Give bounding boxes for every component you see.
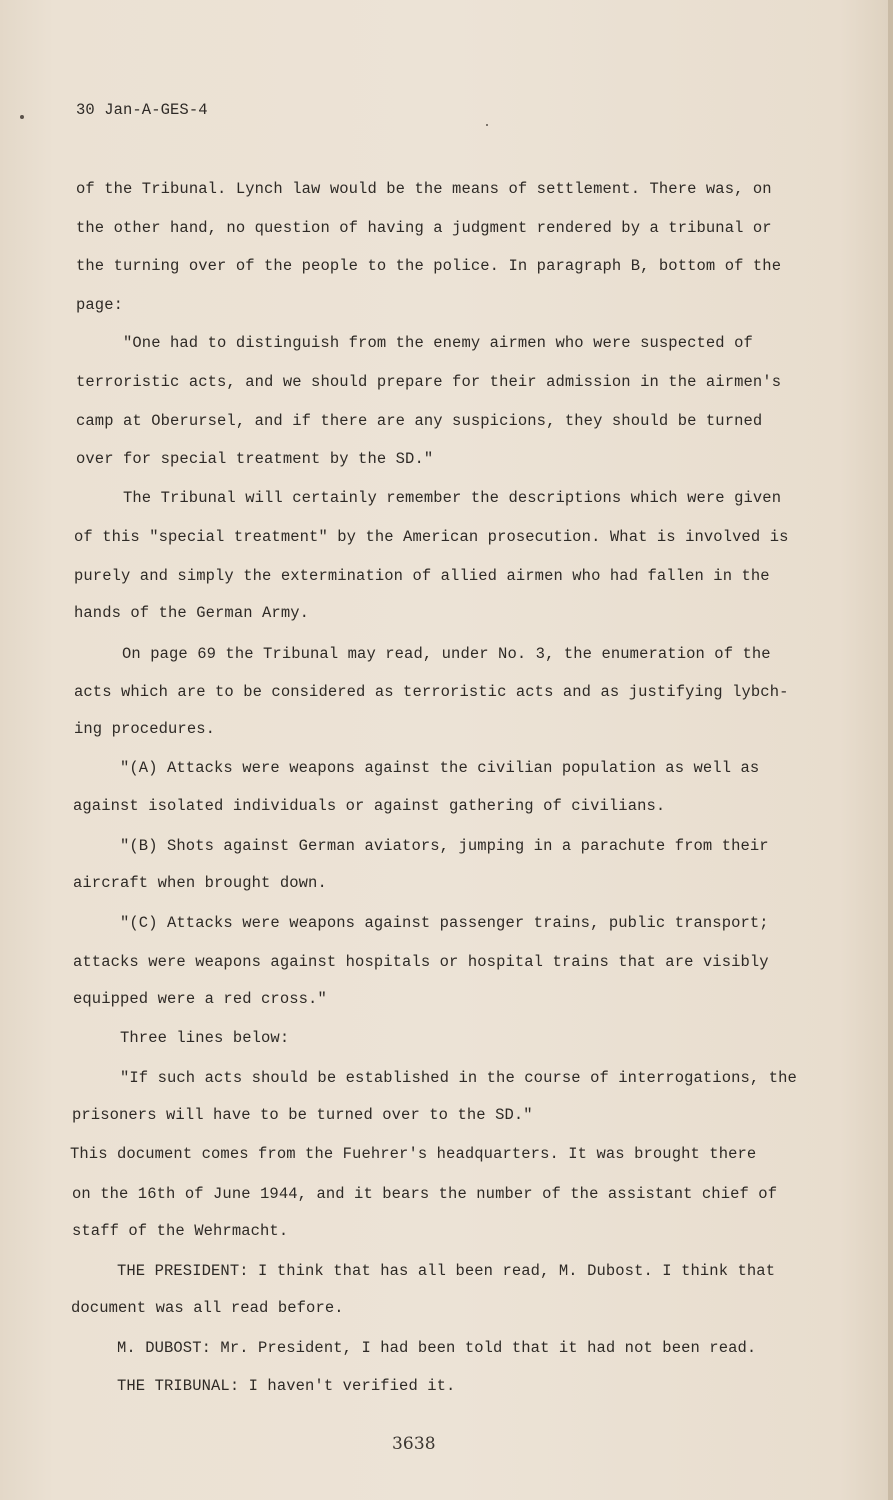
text-line: over for special treatment by the SD." — [76, 450, 434, 468]
text-line: on the 16th of June 1944, and it bears the number of the assistant chief of — [72, 1185, 778, 1203]
text-line: equipped were a red cross." — [73, 990, 327, 1008]
text-line: THE TRIBUNAL: I haven't verified it. — [117, 1377, 456, 1395]
text-line: "(B) Shots against German aviators, jumping in a parachute from their — [120, 837, 769, 855]
text-line: of the Tribunal. Lynch law would be the means of settlement. There was, on — [76, 180, 772, 198]
text-line: hands of the German Army. — [74, 604, 310, 622]
page-number: 3638 — [392, 1434, 436, 1454]
text-line: ing procedures. — [74, 720, 216, 738]
text-line: document was all read before. — [71, 1299, 344, 1317]
text-line: the other hand, no question of having a judgment rendered by a tribunal or — [76, 219, 772, 237]
document-header: 30 Jan-A-GES-4 — [76, 101, 208, 119]
text-line: "(A) Attacks were weapons against the civilian population as well as — [120, 759, 760, 777]
text-line: staff of the Wehrmacht. — [72, 1222, 289, 1240]
text-line: "If such acts should be established in the course of interrogations, the — [120, 1069, 797, 1087]
text-line: This document comes from the Fuehrer's headquarters. It was brought there — [70, 1145, 757, 1163]
text-line: camp at Oberursel, and if there are any suspicions, they should be turned — [76, 412, 763, 430]
paper-speck — [20, 115, 24, 119]
text-line: "(C) Attacks were weapons against passenger trains, public transport; — [120, 914, 769, 932]
text-line: Three lines below: — [120, 1029, 290, 1047]
text-line: attacks were weapons against hospitals or hospital trains that are visibly — [73, 953, 769, 971]
text-line: "One had to distinguish from the enemy airmen who were suspected of — [123, 334, 753, 352]
paper-speck — [486, 124, 488, 126]
text-line: THE PRESIDENT: I think that has all been read, M. Dubost. I think that — [117, 1262, 776, 1280]
text-line: the turning over of the people to the police. In paragraph B, bottom of the — [76, 257, 782, 275]
page-edge — [888, 0, 893, 1500]
text-line: terroristic acts, and we should prepare for their admission in the airmen's — [76, 373, 782, 391]
text-line: M. DUBOST: Mr. President, I had been told that it had not been read. — [117, 1339, 757, 1357]
text-line: page: — [76, 296, 124, 314]
text-line: against isolated individuals or against gathering of civilians. — [73, 797, 666, 815]
text-line: On page 69 the Tribunal may read, under No. 3, the enumeration of the — [122, 645, 771, 663]
text-line: aircraft when brought down. — [73, 874, 327, 892]
text-line: of this "special treatment" by the American prosecution. What is involved is — [74, 528, 789, 546]
text-line: prisoners will have to be turned over to the SD." — [72, 1106, 533, 1124]
text-line: purely and simply the extermination of allied airmen who had fallen in the — [74, 567, 770, 585]
text-line: acts which are to be considered as terroristic acts and as justifying lybch- — [74, 683, 789, 701]
text-line: The Tribunal will certainly remember the descriptions which were given — [123, 489, 782, 507]
